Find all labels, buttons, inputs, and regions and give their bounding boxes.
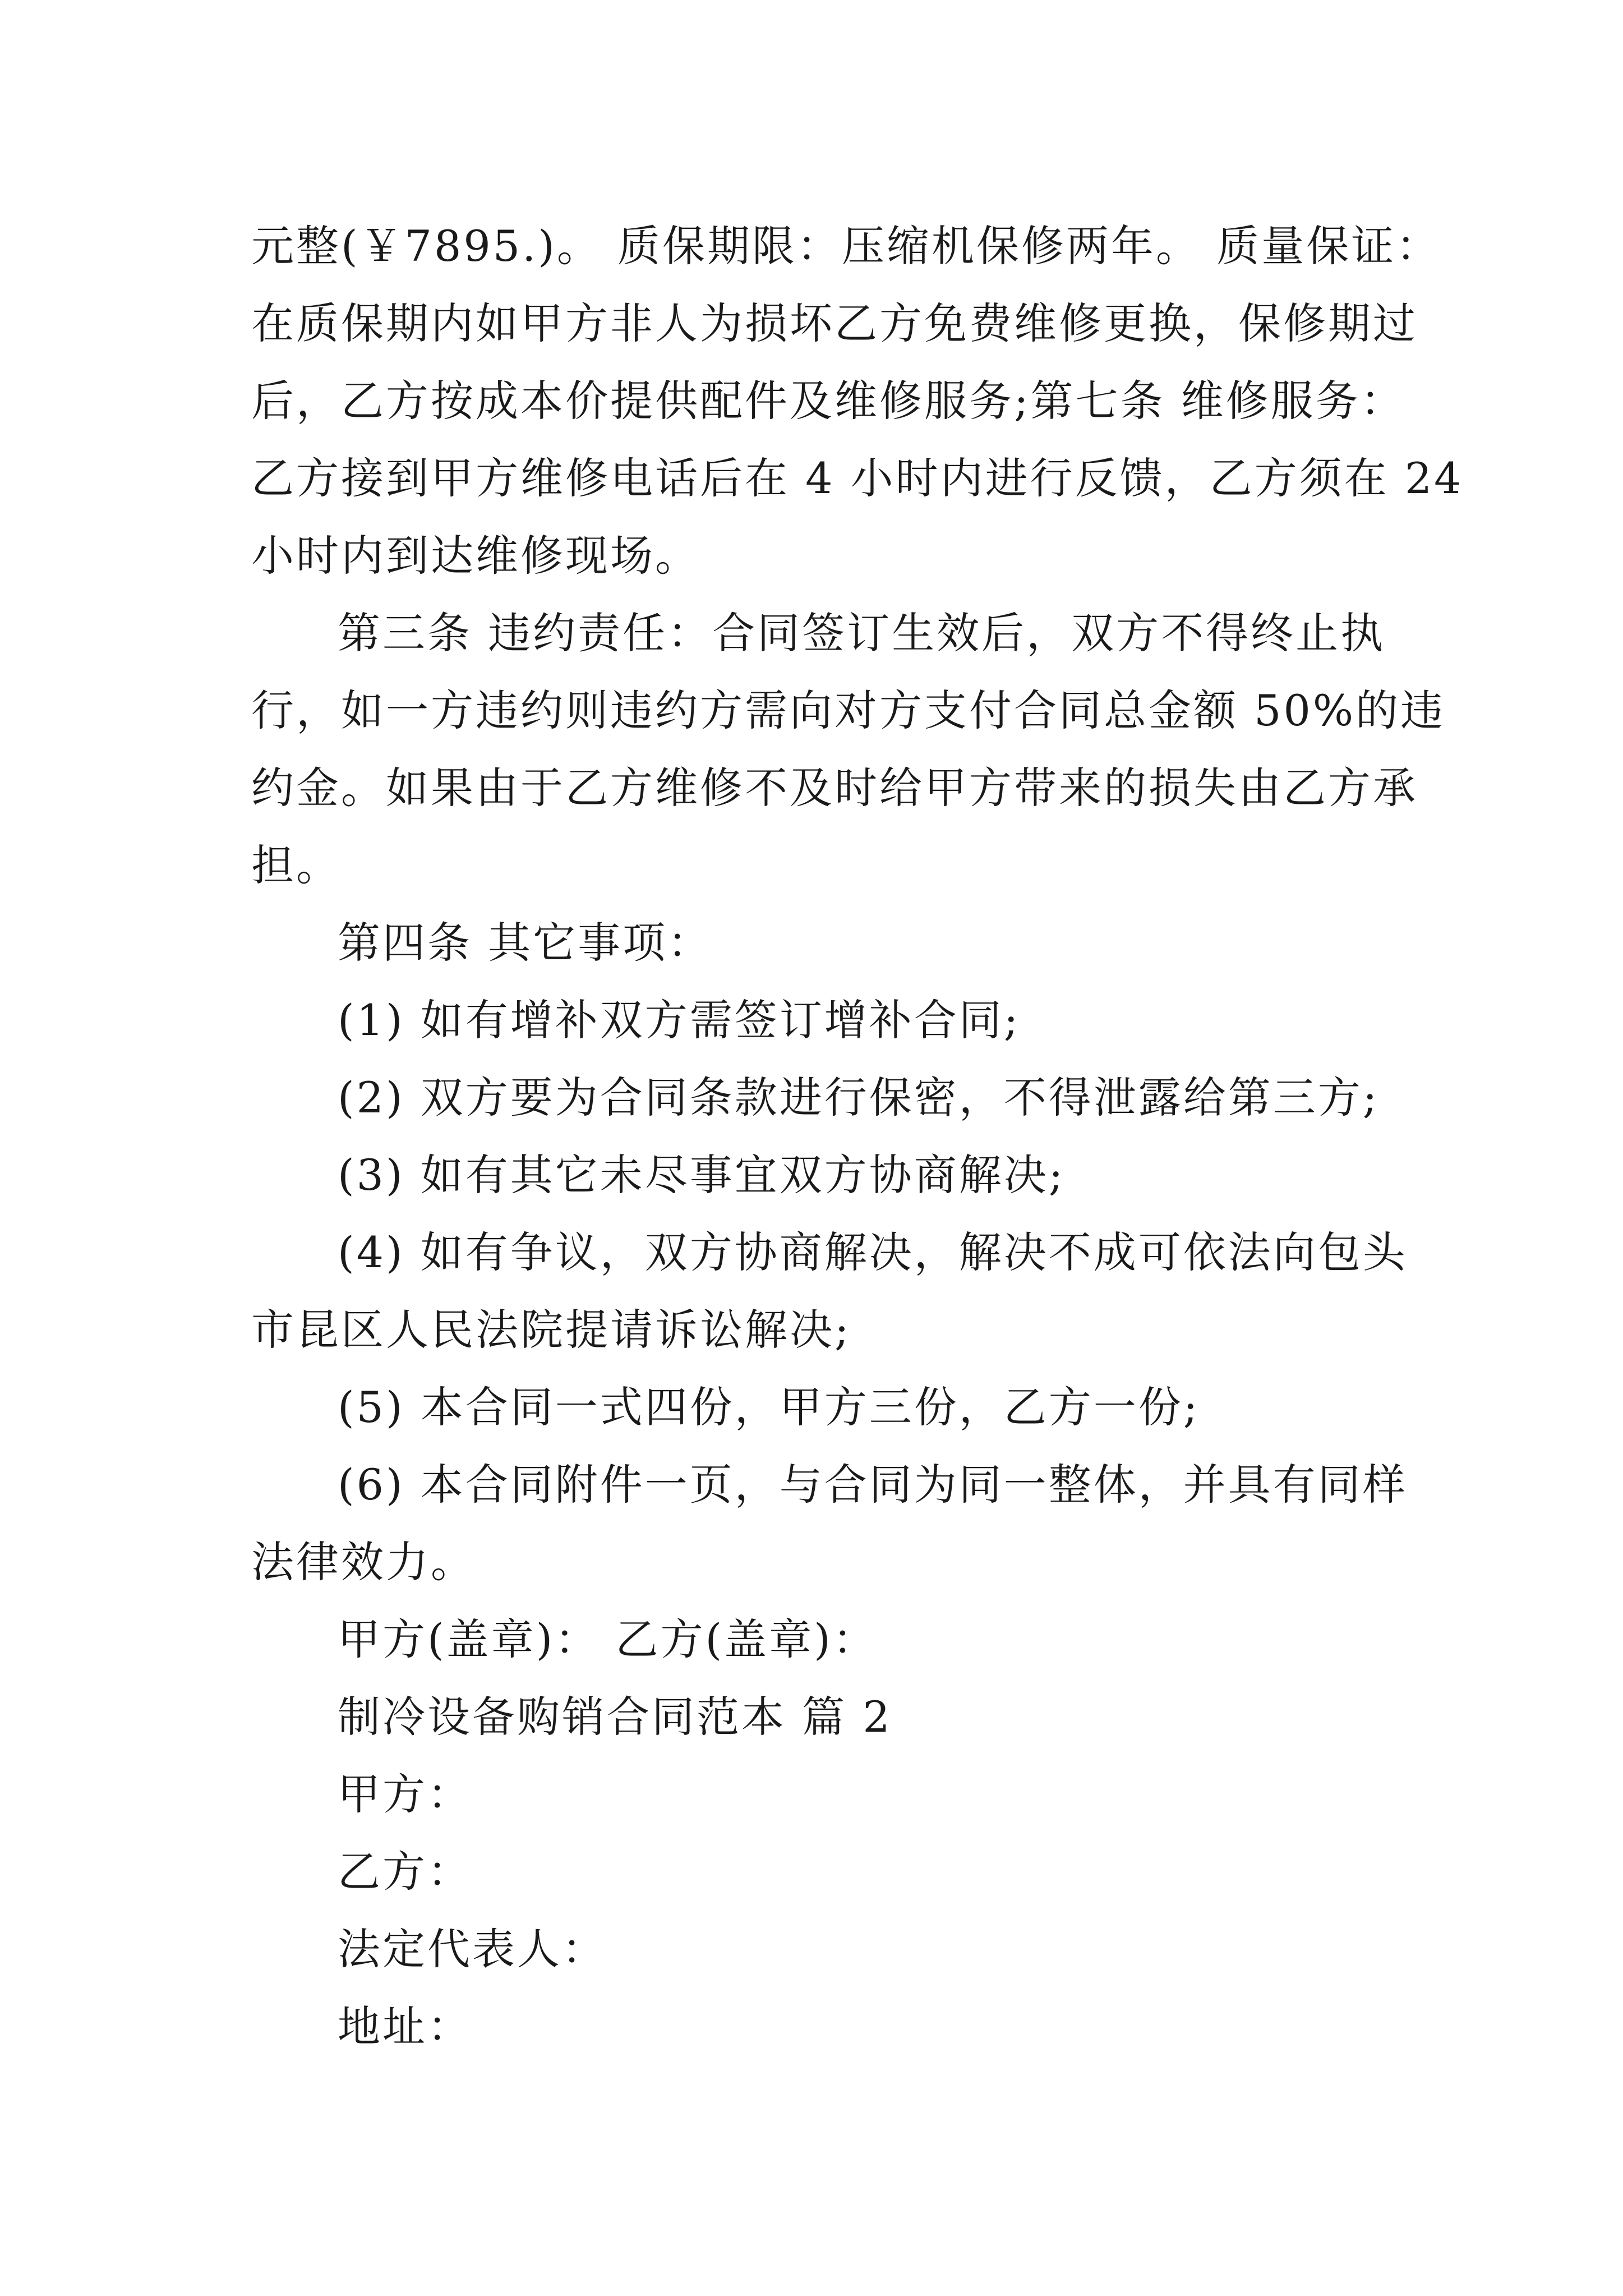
- document-body: [251, 208, 1464, 2065]
- text-line: (3) 如有其它未尽事宜双方协商解决;: [338, 1150, 1066, 1200]
- text-line: (6) 本合同附件一页，与合同为同一整体，并具有同样: [338, 1460, 1408, 1510]
- text-line: 甲方(盖章)： 乙方(盖章)：: [338, 1614, 878, 1664]
- text-line: 元整(￥7895.)。 质保期限：压缩机保修两年。 质量保证：: [251, 221, 1441, 271]
- text-line: 地址：: [338, 2001, 472, 2051]
- text-line: 制冷设备购销合同范本 篇 2: [338, 1692, 892, 1742]
- text-line: (4) 如有争议，双方协商解决，解决不成可依法向包头: [338, 1227, 1408, 1277]
- text-line: 甲方：: [338, 1769, 472, 1819]
- text-line: 乙方接到甲方维修电话后在 4 小时内进行反馈，乙方须在 24: [251, 453, 1464, 503]
- text-line: 乙方：: [338, 1847, 472, 1897]
- text-line: 后，乙方按成本价提供配件及维修服务;第七条 维修服务：: [251, 376, 1405, 426]
- text-line: (5) 本合同一式四份，甲方三份，乙方一份;: [338, 1382, 1200, 1432]
- text-line: 第四条 其它事项：: [338, 918, 713, 968]
- text-line: 第三条 违约责任：合同签订生效后，双方不得终止执: [338, 608, 1386, 658]
- text-line: (1) 如有增补双方需签订增补合同;: [338, 995, 1021, 1045]
- text-line: (2) 双方要为合同条款进行保密，不得泄露给第三方;: [338, 1073, 1380, 1122]
- text-line: 在质保期内如甲方非人为损坏乙方免费维修更换，保修期过: [251, 298, 1418, 348]
- text-line: 担。: [251, 840, 341, 890]
- text-line: 法律效力。: [251, 1537, 476, 1587]
- text-line: 市昆区人民法院提请诉讼解决;: [251, 1305, 851, 1355]
- text-line: 行，如一方违约则违约方需向对方支付合同总金额 50%的违: [251, 685, 1446, 735]
- text-line: 约金。如果由于乙方维修不及时给甲方带来的损失由乙方承: [251, 763, 1418, 813]
- text-line: 小时内到达维修现场。: [251, 531, 700, 581]
- text-line: 法定代表人：: [338, 1924, 607, 1974]
